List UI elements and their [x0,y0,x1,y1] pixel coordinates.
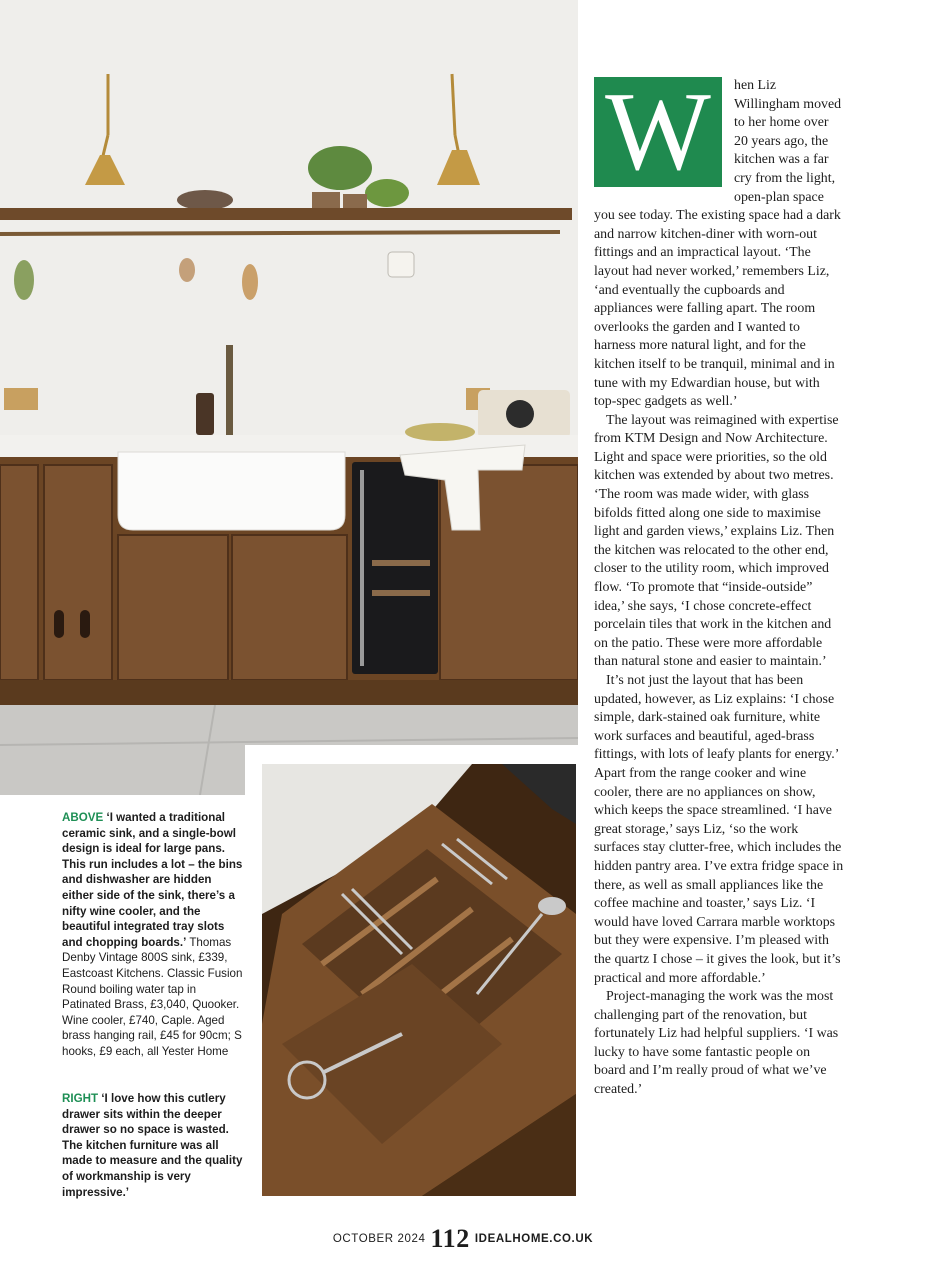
caption-tag-right: RIGHT [62,1092,99,1105]
main-kitchen-photo [0,0,578,795]
ceramic-sink [118,452,345,530]
caption-quote-right: ‘I love how this cutlery drawer sits within the deeper drawer so no space is wasted. The kitchen furniture was all made to measure and the quality of workmanship is very impressive.’ [62,1092,243,1199]
wine-cooler [352,462,438,674]
dropcap-letter: W [594,77,722,187]
article-paragraph-1 [594,70,844,412]
paragraph-text: hen Liz Willingham moved to her home over 20 years ago, the kitchen was a far cry from the light, open-plan space you see today. The existing space had a dark and narrow kitchen-diner with worn-out fittings and an impractical layout. ‘The layout had never worked,’ remembers Liz, ‘and eventually the cupboards and appliances were falling apart. The room overlooks the garden and I wanted to harness more natural light, and for the kitchen itself to be tranquil, minimal and in tune with my Edwardian house, but with top-spec gadgets as well.’ [594,78,842,410]
caption-tag-above: ABOVE [62,811,104,824]
cutlery-drawer-photo [262,764,576,1196]
article-body [594,70,844,1100]
wooden-shelf [0,208,572,220]
page-footer [0,1224,926,1254]
article-paragraph-3: It’s not just the layout that has been updated, however, as Liz explains: ‘I chose simple, dark-stained oak furniture, white work surfaces and beautiful, aged-brass fittings, with lots of leafy plants for energy.’ Apart from the range cooker and wine cooler, there are no appliances on show, which keeps the space streamlined. ‘I have great storage,’ says Liz, ‘so the work surfaces stay clutter-free, which includes the hidden pantry area. I’ve extra fridge space in there, as well as small appliances like the coffee machine and toaster,’ says Liz. ‘I would have loved Carrara marble worktops but they were expensive. I’m pleased with the quartz I chose – it gives the look, but it’s practical and more affordable.’ [594,673,844,986]
caption-quote-above: ‘I wanted a traditional ceramic sink, and a single-bowl design is ideal for large pans. This run includes a lot – the bins and dishwasher are hidden either side of the sink, there’s a nifty wine cooler, and the beautiful integrated tray slots and chopping boards.’ [62,811,243,949]
page-number: 112 [430,1224,470,1253]
issue-date: OCTOBER 2024 [332,1233,426,1245]
caption-above [62,810,245,1060]
kitchen-illustration [0,0,578,795]
caption-credits-above: Thomas Denby Vintage 800S sink, £339, Eastcoast Kitchens. Classic Fusion Round boiling water tap in Patinated Brass, £3,040, Quooker. Wine cooler, £740, Caple. Aged brass hanging rail, £45 for 90cm; S hooks, £9 each, all Yester Home [62,935,243,1058]
website-link[interactable]: IDEALHOME.CO.UK [474,1233,594,1245]
drawer-illustration [262,764,576,1196]
caption-right [62,1091,245,1200]
article-paragraph-2: The layout was reimagined with expertise from KTM Design and Now Architecture. Light and space were priorities, so the old kitchen was extended by about two metres. ‘The room was made wider, with glass bifolds fitted along one side to maximise light and garden views,’ explains Liz. Then the kitchen was relocated to the other end, closer to the utility room, which improved flow. ‘To promote that “inside-outside” idea,’ she says, ‘I chose concrete-effect porcelain tiles that work in the kitchen and on the patio. These were more affordable than natural stone and easier to maintain.’ [594,412,839,670]
article-paragraph-4: Project-managing the work was the most challenging part of the renovation, but fortunately Liz had helpful suppliers. ‘I was lucky to have some fantastic people on board and I’m really proud of what we’ve created.’ [594,989,839,1098]
